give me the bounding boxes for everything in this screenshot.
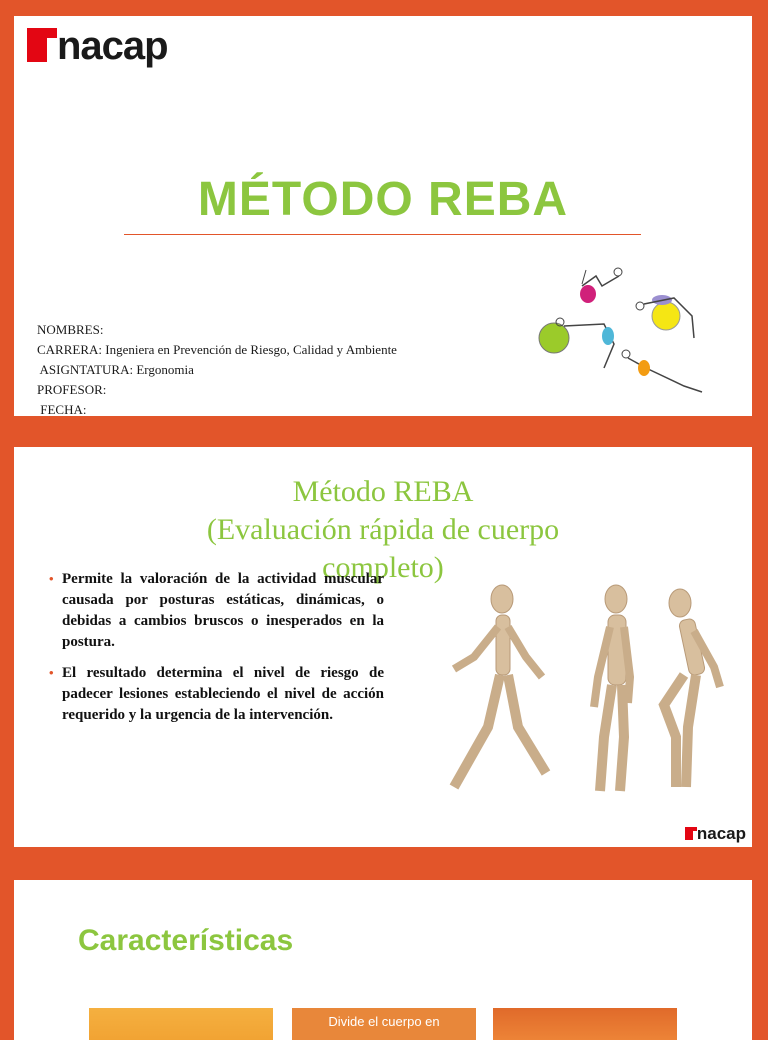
slide-heading: Características (78, 924, 294, 957)
meta-line-career: CARRERA: Ingeniera en Prevención de Riesgo, Calidad y Ambiente (37, 342, 397, 357)
slide-title: MÉTODO REBA (197, 173, 569, 226)
logo-mark-icon (685, 827, 693, 840)
meta-line-names: NOMBRES: (37, 322, 104, 337)
definition-slide (14, 447, 752, 847)
characteristics-slide (14, 880, 752, 1040)
bullet-list (54, 569, 384, 736)
wooden-mannequins-image (414, 577, 734, 807)
student-info (37, 320, 397, 416)
logo-text-small: nacap (696, 824, 746, 843)
heading-line-2: (Evaluación rápida de cuerpo (206, 513, 560, 546)
meta-line-date: FECHA: (37, 402, 87, 416)
logo-mark-icon (27, 28, 47, 62)
meta-line-professor: PROFESOR: (37, 382, 107, 397)
title-divider (124, 234, 641, 235)
bullet-item: • El resultado determina el nivel de riesgo de padecer lesiones estableciendo el nivel de acción requerido y la urgencia de la intervención. (54, 663, 384, 726)
logo-text: nacap (57, 24, 168, 68)
characteristic-box (89, 1008, 273, 1040)
heading-line-3: completo) (322, 551, 444, 584)
inacap-logo-small (685, 825, 746, 842)
characteristic-box: Divide el cuerpo en (292, 1008, 476, 1040)
inacap-logo (27, 26, 168, 66)
title-slide (14, 16, 752, 416)
heading-line-1: Método REBA (292, 475, 474, 508)
bullet-item: • Permite la valoración de la actividad muscular causada por posturas estáticas, dinámicas, o debidas a cambios bruscos o inesperados en la postura. (54, 569, 384, 653)
meta-line-subject: ASIGNTATURA: Ergonomia (37, 362, 194, 377)
exercise-figures-illustration (524, 256, 744, 406)
characteristic-box (493, 1008, 677, 1040)
